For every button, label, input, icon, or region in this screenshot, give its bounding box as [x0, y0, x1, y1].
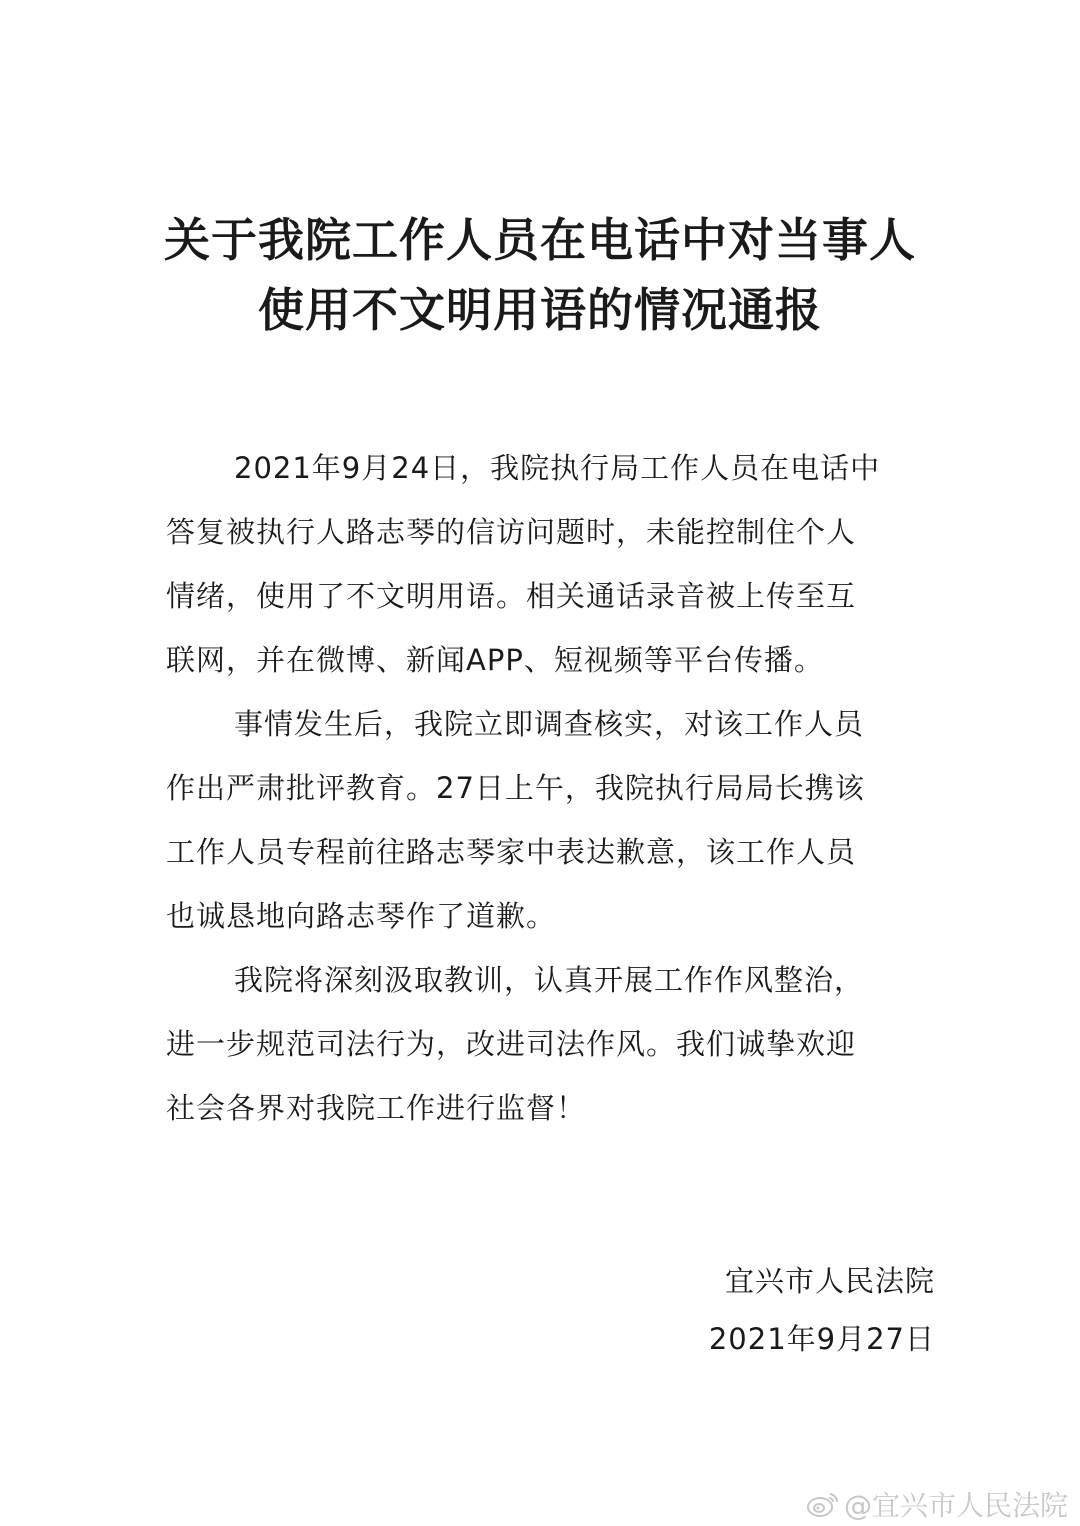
text-line: 社会各界对我院工作进行监督！	[166, 1091, 587, 1125]
paragraph-1	[166, 436, 926, 692]
paragraph-3	[166, 948, 926, 1140]
text-line: 情绪，使用了不文明用语。相关通话录音被上传至互	[166, 579, 857, 613]
notice-body	[166, 436, 926, 1140]
text-line: 事情发生后，我院立即调查核实，对该工作人员	[234, 707, 865, 741]
weibo-watermark	[806, 1482, 1068, 1526]
signature-date: 2021年9月27日	[708, 1322, 935, 1356]
weibo-icon	[806, 1490, 840, 1518]
title-line-1: 关于我院工作人员在电话中对当事人	[164, 213, 916, 267]
signature-org: 宜兴市人民法院	[724, 1264, 935, 1298]
text-line: 进一步规范司法行为，改进司法作风。我们诚挚欢迎	[166, 1027, 857, 1061]
paragraph-2	[166, 692, 926, 948]
text-line: 2021年9月24日，我院执行局工作人员在电话中	[234, 451, 881, 485]
text-line: 也诚恳地向路志琴作了道歉。	[166, 899, 557, 933]
title-line-2: 使用不文明用语的情况通报	[258, 283, 822, 337]
text-line: 作出严肃批评教育。27日上午，我院执行局局长携该	[166, 771, 865, 805]
text-line: 我院将深刻汲取教训，认真开展工作作风整治，	[234, 963, 865, 997]
text-line: 答复被执行人路志琴的信访问题时，未能控制住个人	[166, 515, 857, 549]
signature-block	[709, 1252, 935, 1368]
watermark-text: @宜兴市人民法院	[843, 1489, 1068, 1522]
text-line: 工作人员专程前往路志琴家中表达歉意，该工作人员	[166, 835, 857, 869]
notice-title	[0, 205, 1080, 345]
text-line: 联网，并在微博、新闻APP、短视频等平台传播。	[166, 643, 824, 677]
